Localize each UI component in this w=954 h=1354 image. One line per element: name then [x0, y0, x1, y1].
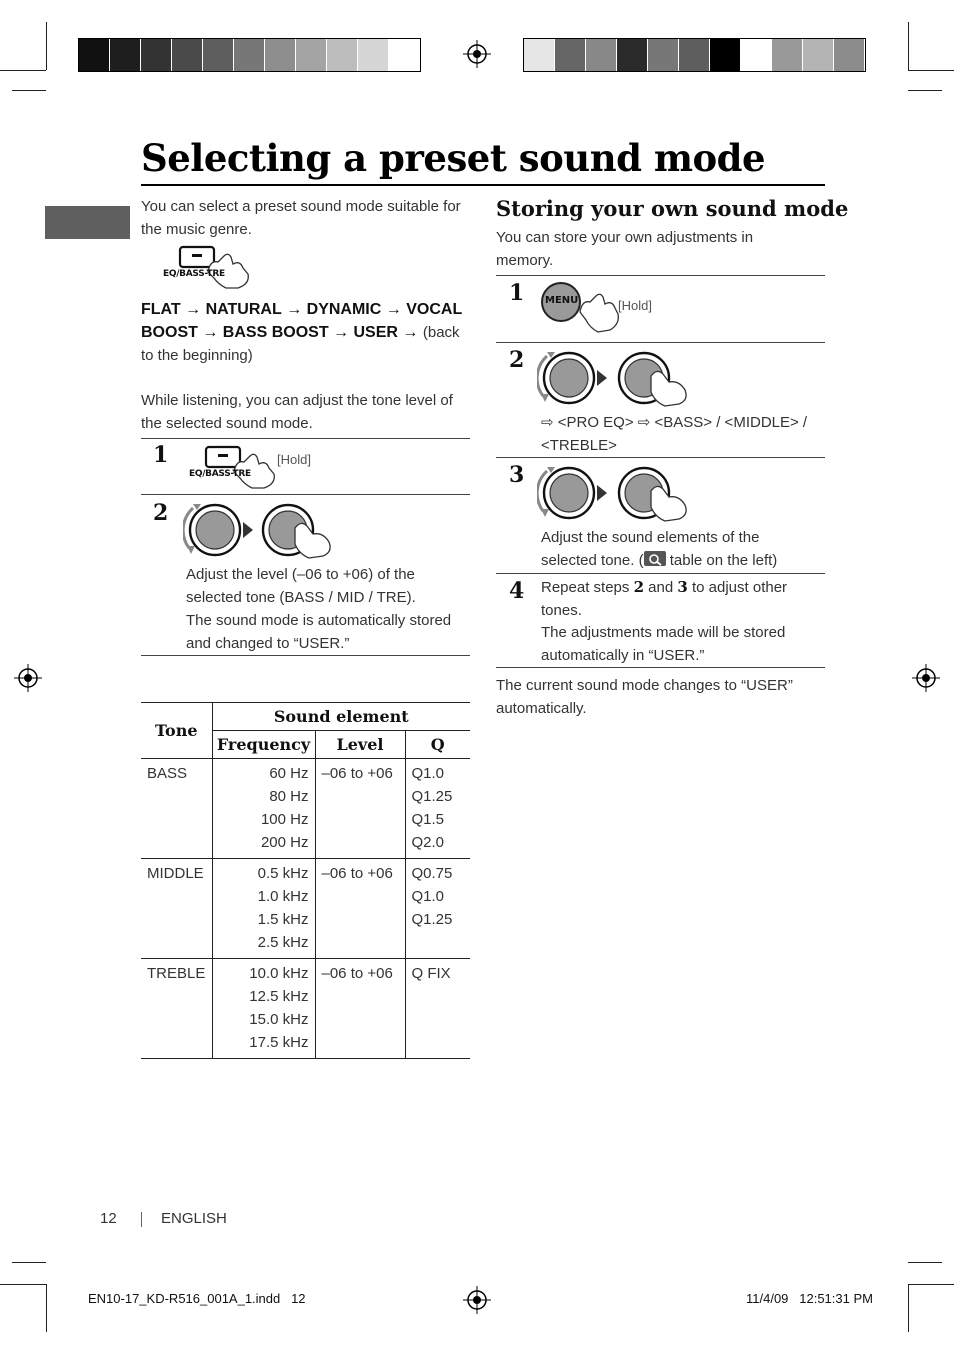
step-rule [496, 667, 825, 668]
frequency-value: 1.0 kHz [257, 888, 309, 905]
crop-mark [908, 90, 942, 91]
calibration-swatch [296, 39, 327, 71]
step-rule [496, 275, 825, 276]
mode-bass-boost: BASS BOOST [222, 324, 329, 341]
step4-text-b: to adjust other tones. [541, 579, 788, 619]
calibration-swatch [524, 39, 555, 71]
mode-natural: NATURAL [205, 301, 282, 318]
step-rule [141, 655, 470, 656]
mode-boost: BOOST [141, 324, 198, 341]
calibration-swatch [772, 39, 803, 71]
menu-path: <PRO EQ> ⇨ <BASS> / <MIDDLE> / <TREBLE> [541, 414, 808, 454]
frequency-value: 2.5 kHz [257, 934, 309, 951]
sequence-line-1 [141, 298, 471, 321]
step4-text-a: Repeat steps [541, 579, 634, 596]
calibration-swatch [803, 39, 834, 71]
calibration-swatch [679, 39, 710, 71]
eq-button-icon [160, 244, 260, 290]
step-rule [141, 494, 470, 495]
crop-mark [908, 70, 954, 71]
level-cell [315, 959, 405, 1059]
calibration-swatch [110, 39, 141, 71]
eq-button-label: EQ/BASS-TRE [189, 469, 251, 479]
level-range: –06 to +06 [321, 765, 393, 782]
tone-cell [141, 759, 212, 859]
frequency-cell [212, 759, 315, 859]
frequency-value: 0.5 kHz [257, 865, 309, 882]
hold-label: [Hold] [277, 452, 311, 467]
step-rule [496, 342, 825, 343]
mode-flat: FLAT [141, 301, 181, 318]
q-value: Q FIX [411, 965, 451, 982]
frequency-value: 80 Hz [269, 788, 309, 805]
step3-text-b: table on the left) [665, 552, 778, 569]
crop-mark [0, 70, 46, 71]
arrow-outline-icon: ⇨ [541, 414, 554, 431]
calibration-swatch [389, 39, 420, 71]
calibration-swatch [265, 39, 296, 71]
calibration-swatch [617, 39, 648, 71]
tone-name: BASS [147, 765, 188, 782]
page-number: 12 [100, 1210, 117, 1227]
crop-mark [46, 22, 47, 70]
table-header-frequency: Frequency [212, 731, 315, 759]
step-number: 1 [153, 442, 169, 468]
step-number: 2 [509, 347, 525, 373]
q-value: Q1.0 [411, 888, 445, 905]
calibration-swatch [172, 39, 203, 71]
step-number: 4 [509, 578, 525, 604]
crop-mark [908, 22, 909, 70]
crop-mark [12, 1262, 46, 1263]
registration-target-icon [463, 40, 491, 68]
q-cell [405, 859, 470, 959]
mode-vocal: VOCAL [406, 301, 463, 318]
left-step2-text1: Adjust the level (–06 to +06) of the selected tone (BASS / MID / TRE). [186, 566, 416, 606]
frequency-cell [212, 859, 315, 959]
frequency-value: 1.5 kHz [257, 911, 309, 928]
control-dial-press-icon [537, 348, 697, 408]
step-ref-2: 2 [633, 578, 644, 596]
step3-text-a: Adjust the sound elements of the selected tone. ( [541, 529, 760, 569]
preset-sequence [141, 298, 471, 367]
step-rule [496, 573, 825, 574]
frequency-value: 15.0 kHz [249, 1011, 309, 1028]
calibration-swatch [327, 39, 358, 71]
menu-button-icon [540, 282, 620, 334]
page-title: Selecting a preset sound mode [141, 136, 766, 180]
q-value: Q1.0 [411, 765, 445, 782]
table-row [141, 759, 470, 859]
right-step4-text [541, 576, 811, 622]
title-rule [141, 184, 825, 186]
control-dial-turn-icon [183, 500, 343, 560]
menu-button-illustration [540, 282, 620, 334]
q-value: Q1.5 [411, 811, 445, 828]
sequence-tail: (back to the beginning) [141, 324, 460, 364]
menu-button-label: MENU [545, 295, 579, 306]
crop-mark [12, 90, 46, 91]
right-step2-text [541, 411, 825, 457]
right-intro: You can store your own adjustments in memory. [496, 229, 754, 269]
calibration-swatch [834, 39, 865, 71]
tone-name: MIDDLE [147, 865, 204, 882]
q-value: Q2.0 [411, 834, 445, 851]
frequency-value: 60 Hz [269, 765, 309, 782]
registration-target-icon [463, 1286, 491, 1314]
slug-filename: EN10-17_KD-R516_001A_1.indd 12 [88, 1291, 306, 1306]
arrow-icon: → [402, 324, 419, 341]
frequency-value: 100 Hz [260, 811, 309, 828]
step-rule [141, 438, 470, 439]
right-outro: The current sound mode changes to “USER” automatically. [496, 677, 793, 717]
table-header-level: Level [315, 731, 405, 759]
crop-mark [908, 1284, 954, 1285]
q-value: Q1.25 [411, 788, 453, 805]
frequency-value: 200 Hz [260, 834, 309, 851]
crop-mark [46, 1284, 47, 1332]
language-label: ENGLISH [161, 1210, 227, 1227]
tone-cell [141, 859, 212, 959]
section-heading: Storing your own sound mode [496, 196, 849, 221]
arrow-icon: → [286, 301, 303, 318]
hold-label: [Hold] [618, 298, 652, 313]
arrow-icon: → [202, 324, 219, 341]
color-calibration-bar-left [78, 38, 421, 72]
frequency-value: 10.0 kHz [249, 965, 309, 982]
registration-target-icon [14, 664, 42, 692]
left-step2-text2: The sound mode is automatically stored and changed to “USER.” [186, 612, 452, 652]
frequency-value: 12.5 kHz [249, 988, 309, 1005]
tone-note: While listening, you can adjust the tone level of the selected sound mode. [141, 392, 453, 432]
calibration-swatch [555, 39, 586, 71]
frequency-value: 17.5 kHz [249, 1034, 309, 1051]
calibration-swatch [648, 39, 679, 71]
calibration-swatch [203, 39, 234, 71]
arrow-icon: → [333, 324, 350, 341]
step-ref-3: 3 [677, 578, 688, 596]
step-number: 3 [509, 462, 525, 488]
sequence-line-2 [141, 321, 471, 367]
level-range: –06 to +06 [321, 965, 393, 982]
right-step4-text2: The adjustments made will be stored automatically in “USER.” [541, 624, 786, 664]
calibration-swatch [141, 39, 172, 71]
q-cell [405, 959, 470, 1059]
registration-target-icon [912, 664, 940, 692]
level-cell [315, 759, 405, 859]
right-step3-text [541, 526, 811, 572]
q-cell [405, 759, 470, 859]
mode-user: USER [353, 324, 398, 341]
step4-text-and: and [644, 579, 678, 596]
table-row [141, 959, 470, 1059]
table-header-q: Q [405, 731, 470, 759]
calibration-swatch [586, 39, 617, 71]
crop-mark [0, 1284, 46, 1285]
eq-button-illustration [160, 244, 260, 290]
table-row [141, 859, 470, 959]
calibration-swatch [358, 39, 389, 71]
table-header-tone: Tone [141, 703, 212, 759]
sound-element-table [141, 702, 470, 1059]
calibration-swatch [234, 39, 265, 71]
step-number: 2 [153, 500, 169, 526]
section-tab [45, 206, 130, 239]
eq-button-label: EQ/BASS-TRE [163, 269, 225, 279]
magnifier-reference-icon [644, 551, 666, 566]
calibration-swatch [741, 39, 772, 71]
step-rule [496, 457, 825, 458]
step-number: 1 [509, 280, 525, 306]
left-intro: You can select a preset sound mode suitable for the music genre. [141, 198, 461, 238]
tone-cell [141, 959, 212, 1059]
crop-mark [908, 1284, 909, 1332]
tone-name: TREBLE [147, 965, 206, 982]
calibration-swatch [79, 39, 110, 71]
eq-button-illustration [186, 444, 286, 490]
arrow-icon: → [385, 301, 402, 318]
calibration-swatch [710, 39, 741, 71]
slug-timestamp: 11/4/09 12:51:31 PM [746, 1291, 873, 1306]
footer-divider [141, 1212, 142, 1227]
color-calibration-bar-right [523, 38, 866, 72]
crop-mark [908, 1262, 942, 1263]
arrow-icon: → [185, 301, 202, 318]
mode-dynamic: DYNAMIC [306, 301, 382, 318]
frequency-cell [212, 959, 315, 1059]
level-cell [315, 859, 405, 959]
table-header-sound-element: Sound element [212, 703, 470, 731]
control-dial-press-icon [537, 463, 697, 523]
level-range: –06 to +06 [321, 865, 393, 882]
q-value: Q1.25 [411, 911, 453, 928]
eq-button-icon [186, 444, 286, 490]
q-value: Q0.75 [411, 865, 453, 882]
